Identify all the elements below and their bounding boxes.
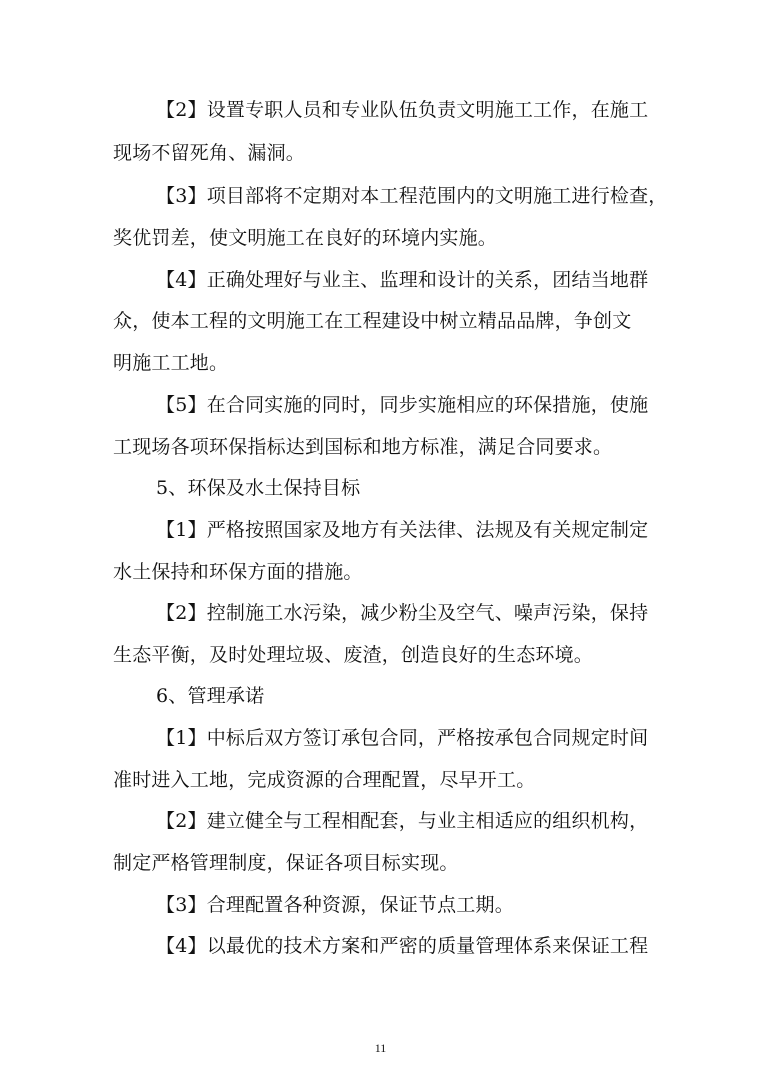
text-line-6: 众，使本工程的文明施工在工程建设中树立精品品牌，争创文: [113, 310, 632, 332]
text-line-19: 制定严格管理制度，保证各项目标实现。: [113, 852, 459, 874]
text-line-1: 【2】设置专职人员和专业队伍负责文明施工工作，在施工: [156, 99, 649, 121]
text-line-17: 准时进入工地，完成资源的合理配置，尽早开工。: [113, 769, 536, 791]
text-line-13: 【2】控制施工水污染，减少粉尘及空气、噪声污染，保持: [156, 602, 649, 624]
text-line-3: 【3】项目部将不定期对本工程范围内的文明施工进行检查，: [156, 185, 668, 207]
text-line-12: 水土保持和环保方面的措施。: [113, 561, 363, 583]
text-line-16: 【1】中标后双方签订承包合同，严格按承包合同规定时间: [156, 727, 649, 749]
text-line-20: 【3】合理配置各种资源，保证节点工期。: [156, 894, 514, 916]
section-heading-5: 5、环保及水土保持目标: [156, 477, 361, 499]
text-line-21: 【4】以最优的技术方案和严密的质量管理体系来保证工程: [156, 935, 649, 957]
text-line-4: 奖优罚差，使文明施工在良好的环境内实施。: [113, 227, 498, 249]
text-line-18: 【2】建立健全与工程相配套，与业主相适应的组织机构，: [156, 810, 649, 832]
text-line-8: 【5】在合同实施的同时，同步实施相应的环保措施，使施: [156, 394, 649, 416]
section-heading-6: 6、管理承诺: [156, 685, 265, 707]
text-line-5: 【4】正确处理好与业主、监理和设计的关系，团结当地群: [156, 269, 649, 291]
text-line-9: 工现场各项环保指标达到国标和地方标准，满足合同要求。: [113, 436, 613, 458]
text-line-2: 现场不留死角、漏洞。: [113, 142, 306, 164]
text-line-7: 明施工工地。: [113, 352, 229, 374]
text-line-11: 【1】严格按照国家及地方有关法律、法规及有关规定制定: [156, 519, 649, 541]
page-number: 11: [374, 1041, 387, 1055]
text-line-14: 生态平衡，及时处理垃圾、废渣，创造良好的生态环境。: [113, 644, 594, 666]
